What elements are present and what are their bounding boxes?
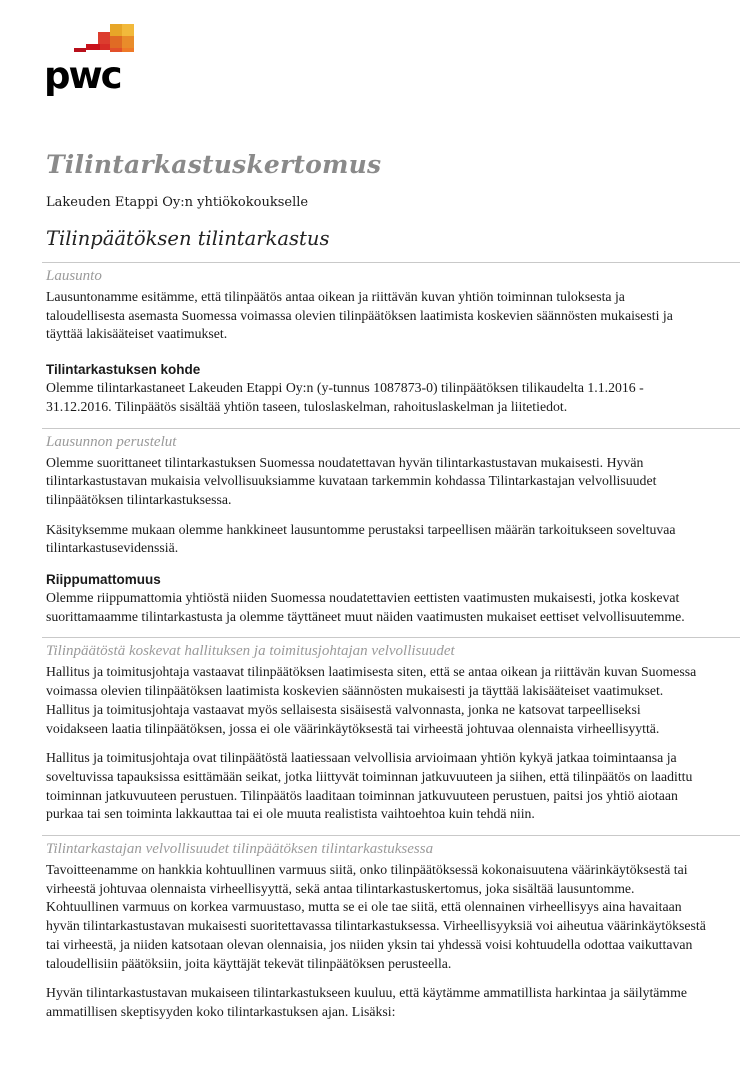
lausunto-paragraph: Lausuntonamme esitämme, että tilinpäätös antaa oikean ja riittävän kuvan yhtiön toiminnan tuloksesta ja taloudellisesta asemasta Suomessa voimassa olevien tilinpäätöksen laatimista koskevien säännösten mukaisesti ja täyttää lakisääteiset vaatimukset. [46,289,673,342]
document-title: Tilintarkastuskertomus [46,150,382,179]
tilintarkastaja-heading: Tilintarkastajan velvollisuudet tilinpäätöksen tilintarkastuksessa [46,841,434,858]
perustelut-paragraph-1: Olemme suorittaneet tilintarkastuksen Suomessa noudatettavan hyvän tilintarkastustavan mukaisesti. Hyvän tilintarkastustavan mukaisia velvollisuuksiamme kuvataan tarkemmin kohdassa Tilintarkastajan velvollisuudet tilinpäätöksen tilintarkastuksessa. [46,454,657,507]
divider [42,428,740,429]
riippumattomuus-heading: Riippumattomuus [46,572,161,588]
kohde-paragraph: Olemme tilintarkastaneet Lakeuden Etappi Oy:n (y-tunnus 1087873-0) tilinpäätöksen tilikaudelta 1.1.2016 - 31.12.2016. Tilinpäätös sisältää yhtiön taseen, tuloslaskelman, rahoituslaskelman ja liitetiedot. [46,380,644,414]
addressee: Lakeuden Etappi Oy:n yhtiökokoukselle [46,195,309,210]
hallitus-paragraph-2: Hallitus ja toimitusjohtaja ovat tilinpäätöstä laatiessaan velvollisia arvioimaan yhtiön kykyä jatkaa toimintaansa ja soveltuvissa tapauksissa esittämään seikat, jotka liittyvät toiminnan jatkuvuuteen ja siihen, että tilinpäätös on laadittu toiminnan jatkuvuuteen perustuen. Tilinpäätös laaditaan toiminnan jatkuvuuteen perustuen, paitsi jos yhtiö aiotaan purkaa tai sen toiminta lakkauttaa tai ei ole muuta realistista vaihtoehtoa kuin tehdä niin. [46,750,693,822]
tilintarkastaja-paragraph-1: Tavoitteenamme on hankkia kohtuullinen varmuus siitä, onko tilinpäätöksessä kokonaisuutena väärinkäytöksestä tai virheestä johtuvaa olennaista virheellisyyttä, sekä antaa tilintarkastuskertomus, joka sisältää lausuntomme. Kohtuullinen varmuus on korkea varmuustaso, mutta se ei ole tae siitä, että olennainen virheellisyys aina havaitaan hyvän tilintarkastustavan mukaisesti suoritettavassa tilintarkastuksessa. Virheellisyyksiä voi aiheutua väärinkäytöksestä tai virheestä, ja niiden katsotaan olevan olennaisia, jos niiden yksin tai yhdessä voisi kohtuudella odottaa vaikuttavan taloudellisiin päätöksiin, joita käyttäjät tekevät tilinpäätöksen perusteella. [46,862,706,971]
report-content [46,150,706,1033]
pwc-logo-text: pwc [44,54,121,97]
kohde-heading: Tilintarkastuksen kohde [46,362,201,378]
tilintarkastaja-paragraph-2: Hyvän tilintarkastustavan mukaiseen tilintarkastukseen kuuluu, että käytämme ammatillista harkintaa ja säilytämme ammatillisen skeptisyyden koko tilintarkastuksen ajan. Lisäksi: [46,985,687,1019]
riippumattomuus-paragraph: Olemme riippumattomia yhtiöstä niiden Suomessa noudatettavien eettisten vaatimusten mukaisesti, jotka koskevat suorittamaamme tilintarkastusta ja olemme täyttäneet muut näiden vaatimusten mukaiset eettiset velvollisuutemme. [46,590,685,624]
section-title: Tilinpäätöksen tilintarkastus [46,227,330,250]
divider [42,262,740,263]
perustelut-paragraph-2: Käsityksemme mukaan olemme hankkineet lausuntomme perustaksi tarpeellisen määrän tarkoitukseen soveltuvaa tilintarkastusevidenssiä. [46,521,676,556]
hallitus-heading: Tilinpäätöstä koskevat hallituksen ja toimitusjohtajan velvollisuudet [46,643,455,660]
divider [42,835,740,836]
pwc-logo [44,22,144,100]
lausunto-heading: Lausunto [46,268,102,284]
hallitus-paragraph-1: Hallitus ja toimitusjohtaja vastaavat tilinpäätöksen laatimisesta siten, että se antaa oikean ja riittävän kuvan Suomessa voimassa olevien tilinpäätöksen laatimista koskevien säännösten mukaisesti ja täyttää lakisääteiset vaatimukset. Hallitus ja toimitusjohtaja vastaavat myös sellaisesta sisäisestä valvonnasta, jonka ne katsovat tarpeelliseksi voidakseen laatia tilinpäätöksen, jossa ei ole väärinkäytöksestä tai virheestä johtuvaa olennaista virheellisyyttä. [46,664,697,736]
perustelut-heading: Lausunnon perustelut [46,433,177,450]
divider [42,637,740,638]
